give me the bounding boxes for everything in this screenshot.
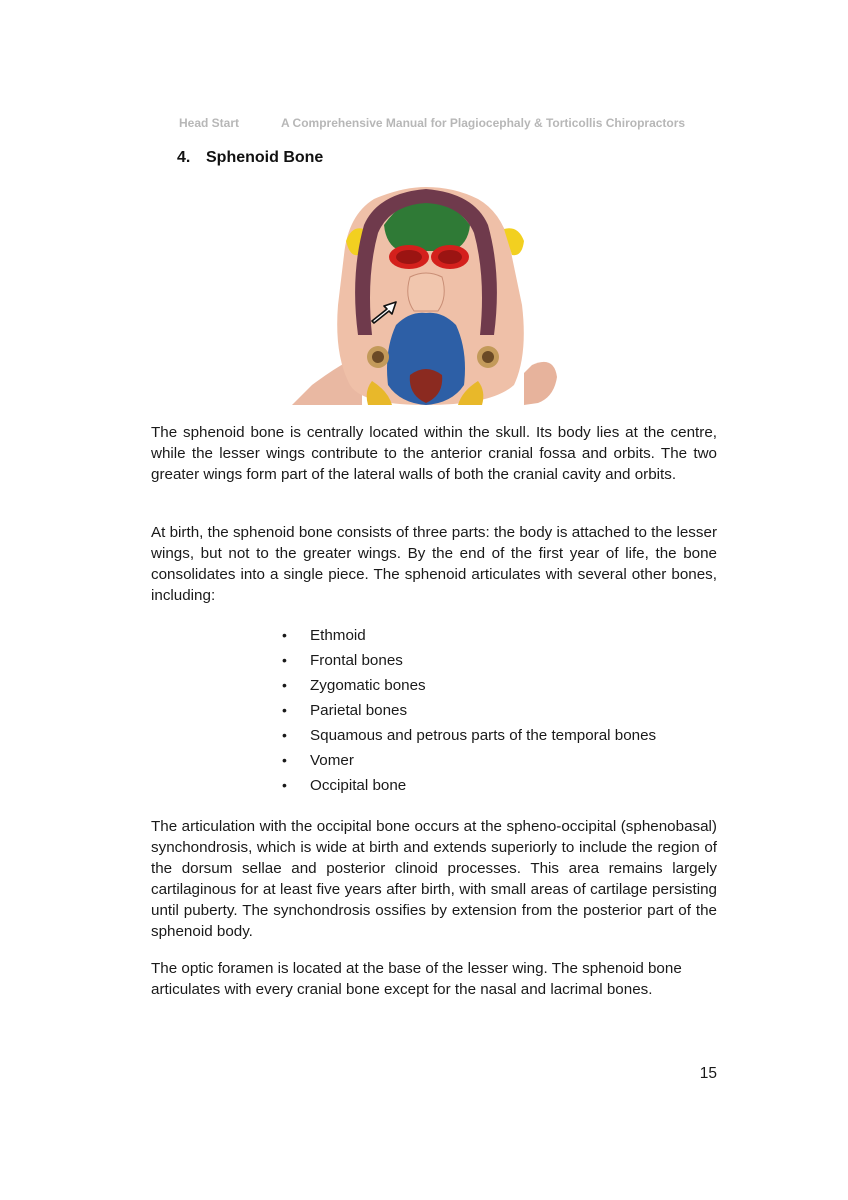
articulating-bones-list	[282, 623, 656, 798]
list-item-label: Occipital bone	[310, 777, 407, 794]
bullet: •	[282, 627, 287, 643]
list-item-label: Ethmoid	[310, 627, 366, 644]
list-item-label: Squamous and petrous parts of the temporal bones	[310, 727, 657, 744]
list-item-label: Zygomatic bones	[310, 677, 426, 694]
list-item	[282, 623, 656, 648]
bullet: •	[282, 727, 287, 743]
list-item-label: Frontal bones	[310, 652, 403, 669]
list-item	[282, 773, 656, 798]
bullet: •	[282, 652, 287, 668]
section-heading	[177, 149, 323, 167]
list-item	[282, 673, 656, 698]
paragraph-2: At birth, the sphenoid bone consists of three parts: the body is attached to the lesser wings, but not to the greater wings. By the end of the first year of life, the bone consolidates into a single piece. The sphenoid articulates with several other bones, including:	[151, 524, 717, 604]
running-header	[179, 116, 685, 130]
list-item-label: Parietal bones	[310, 702, 408, 719]
bullet: •	[282, 777, 287, 793]
list-item	[282, 698, 656, 723]
page-number: 15	[699, 1065, 717, 1082]
paragraph-3: The articulation with the occipital bone occurs at the spheno-occipital (sphenobasal) synchondrosis, which is wide at birth and extends superiorly to include the region of the dorsum sellae and posterior clinoid processes. This area remains largely cartilaginous for at least five years after birth, with small areas of cartilage persisting until puberty. The synchondrosis ossifies by extension from the posterior part of the sphenoid body.	[151, 818, 717, 940]
arrow-icon	[369, 299, 399, 325]
section-title: Sphenoid Bone	[206, 149, 324, 166]
manual-title: A Comprehensive Manual for Plagiocephaly & Torticollis Chiropractors	[281, 116, 686, 130]
list-item	[282, 648, 656, 673]
skull-model-photo	[292, 185, 558, 405]
bullet: •	[282, 752, 287, 768]
list-item	[282, 748, 656, 773]
section-number: 4.	[177, 149, 191, 166]
paragraph-1: The sphenoid bone is centrally located within the skull. Its body lies at the centre, while the lesser wings contribute to the anterior cranial fossa and orbits. The two greater wings form part of the lateral walls of both the cranial cavity and orbits.	[151, 424, 717, 483]
bullet: •	[282, 677, 287, 693]
paragraph-4: The optic foramen is located at the base of the lesser wing. The sphenoid bone articulates with every cranial bone except for the nasal and lacrimal bones.	[151, 960, 682, 998]
bullet: •	[282, 702, 287, 718]
list-item-label: Vomer	[310, 752, 354, 769]
book-title: Head Start	[179, 116, 240, 130]
list-item	[282, 723, 656, 748]
